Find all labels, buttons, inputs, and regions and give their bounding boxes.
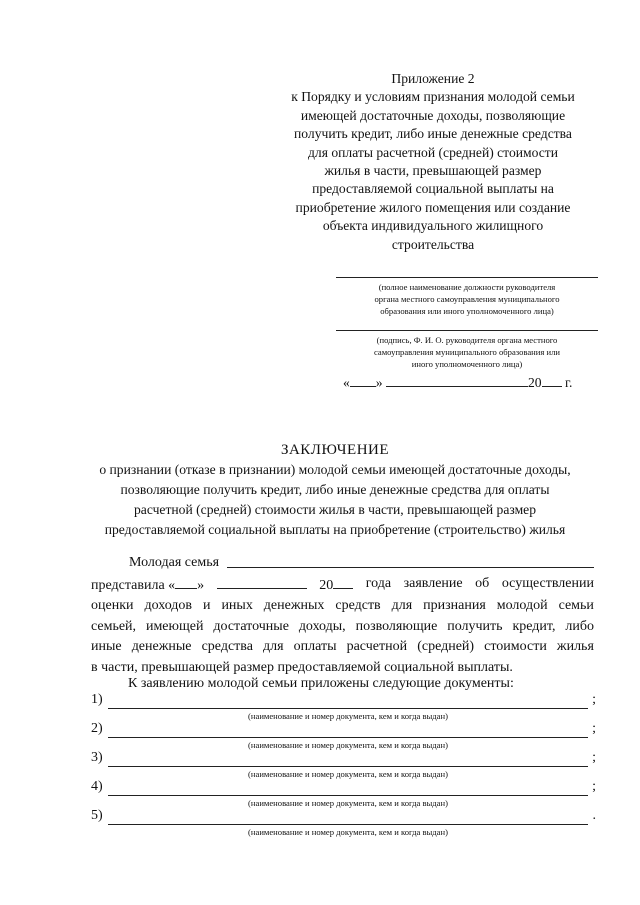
appendix-header <box>262 70 604 254</box>
submit-year-field[interactable] <box>333 574 353 589</box>
subtitle-line: позволяющие получить кредит, либо иные денежные средства для оплаты <box>120 482 550 497</box>
entry-caption: (наименование и номер документа, кем и когда выдан) <box>248 769 448 779</box>
subtitle-line: расчетной (средней) стоимости жилья в части, превышающей размер <box>134 502 536 517</box>
position-field[interactable] <box>336 277 598 317</box>
approval-date[interactable]: « » 20 г. <box>343 372 599 391</box>
appendix-line: имеющей достаточные доходы, позволяющие <box>300 107 566 123</box>
signature-line <box>336 330 598 331</box>
entry-number: 5) <box>91 808 103 823</box>
document-heading: ЗАКЛЮЧЕНИЕ <box>280 442 390 458</box>
entry-number: 2) <box>91 721 103 736</box>
entry-line[interactable] <box>108 708 588 709</box>
position-line <box>336 277 598 278</box>
appendix-line: для оплаты расчетной (средней) стоимости <box>308 144 558 160</box>
entry-caption: (наименование и номер документа, кем и когда выдан) <box>248 798 448 808</box>
entry-end: ; <box>592 750 596 765</box>
entry-end: ; <box>592 692 596 707</box>
year-blank[interactable] <box>542 372 562 387</box>
signature-caption: (подпись, Ф. И. О. руководителя органа местного самоуправления муниципального образования или иного уполномоченного лица) <box>374 335 560 369</box>
entry-line[interactable] <box>108 795 588 796</box>
documents-title: К заявлению молодой семьи приложены следующие документы: <box>128 676 514 691</box>
body-line-1: представила « » 20 года заявление об осуществлении <box>91 575 594 593</box>
body-line-4: иные денежные средства для оплаты расчетной (средней) стоимости жилья <box>91 639 594 654</box>
day-blank[interactable] <box>350 372 376 387</box>
entry-end: . <box>592 808 596 823</box>
appendix-line: жилья в части, превышающей размер <box>324 163 542 179</box>
entry-line[interactable] <box>108 737 588 738</box>
entry-number: 3) <box>91 750 103 765</box>
submit-day-field[interactable] <box>175 574 197 589</box>
family-name-field[interactable] <box>227 553 594 568</box>
conclusion-title <box>70 440 600 540</box>
body-paragraph <box>91 553 594 678</box>
appendix-line: строительства <box>391 236 475 252</box>
position-caption: (полное наименование должности руководителя органа местного самоуправления муниципального образования или иного уполномоченного лица) <box>374 282 560 316</box>
body-line-2: оценки доходов и иных денежных средств для признания молодой семьи <box>91 598 594 613</box>
appendix-line: объекта индивидуального жилищного <box>322 218 544 234</box>
subtitle-line: предоставляемой социальной выплаты на приобретение (строительство) жилья <box>104 522 566 537</box>
family-row <box>91 553 594 574</box>
appendix-line: предоставляемой социальной выплаты на <box>312 181 554 197</box>
body-line-5: в части, превышающей размер предоставляемой социальной выплаты. <box>91 659 513 675</box>
entry-number: 1) <box>91 692 103 707</box>
subtitle-line: о признании (отказе в признании) молодой семьи имеющей достаточные доходы, <box>99 462 571 477</box>
appendix-line: получить кредит, либо иные денежные средства <box>294 126 572 142</box>
appendix-line: к Порядку и условиям признания молодой семьи <box>291 89 575 105</box>
entry-line[interactable] <box>108 824 588 825</box>
family-label: Молодая семья <box>129 555 220 570</box>
entry-caption: (наименование и номер документа, кем и когда выдан) <box>248 711 448 721</box>
entry-end: ; <box>592 721 596 736</box>
month-blank[interactable] <box>386 372 528 387</box>
submit-month-field[interactable] <box>217 574 307 589</box>
entry-end: ; <box>592 779 596 794</box>
entry-caption: (наименование и номер документа, кем и когда выдан) <box>248 740 448 750</box>
entry-number: 4) <box>91 779 103 794</box>
appendix-line: Приложение 2 <box>391 71 475 86</box>
entry-caption: (наименование и номер документа, кем и когда выдан) <box>248 827 448 837</box>
body-line-3: семьей, имеющей достаточные доходы, позволяющие получить кредит, либо <box>91 618 594 634</box>
document-entry[interactable] <box>91 808 596 842</box>
signature-field[interactable] <box>336 330 598 370</box>
appendix-line: приобретение жилого помещения или создание <box>295 199 571 215</box>
entry-line[interactable] <box>108 766 588 767</box>
